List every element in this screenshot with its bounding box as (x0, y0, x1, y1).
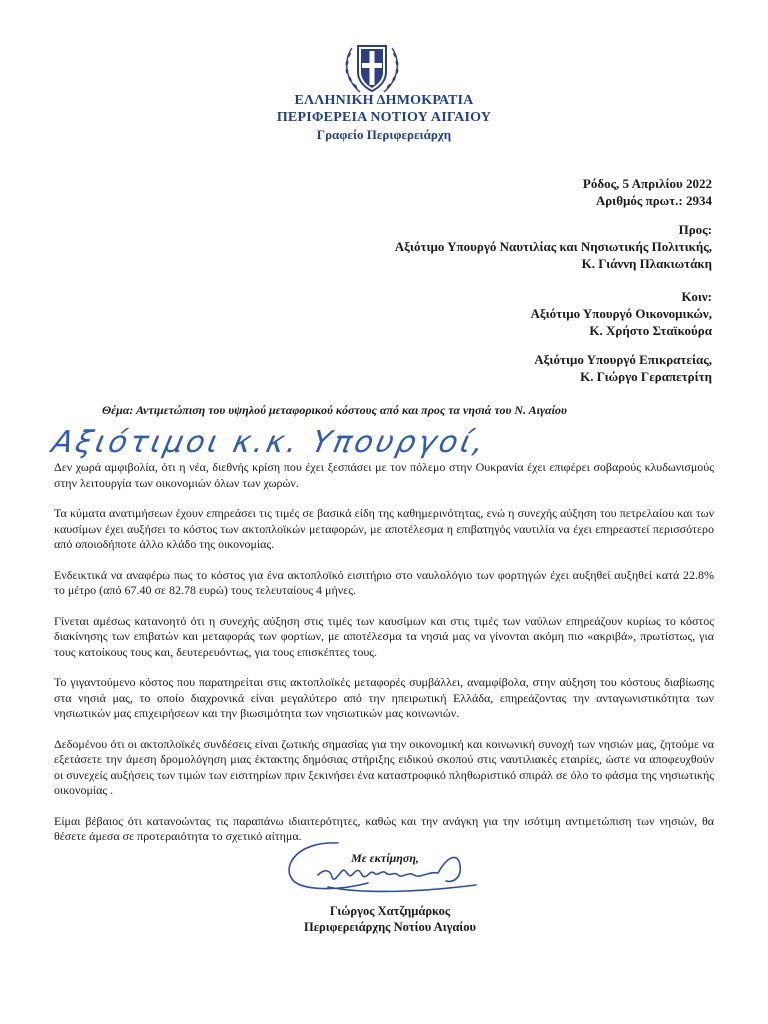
closing-phrase: Με εκτίμηση, (351, 851, 419, 865)
paragraph: Δεδομένου ότι οι ακτοπλοϊκές συνδέσεις είναι ζωτικής σημασίας για την οικονομική και κοινωνική συνοχή των νησιών μας, ζητούμε να εξετάσετε την άμεση δρομολόγηση μιας έκτακτης δημόσιας στήριξης ειδικού σκοπού στις ναυτιλιακές εταιρίες, ώστε να αποφευχθούν οι συνεχείς αυξήσεις των τιμών των εισιτηρίων πριν ξεκινήσει ένα καταστροφικό πληθωριστικό σπιράλ σε όλο το φάσμα της νησιωτικής οικονομίας . (54, 736, 714, 797)
signer-name: Γιώργος Χατζημάρκος (329, 904, 451, 918)
to-recipient-name: Κ. Γιάννη Πλακιωτάκη (581, 256, 712, 271)
handwritten-salutation (48, 416, 490, 466)
letter-body (54, 460, 714, 860)
protocol-number: Αριθμός πρωτ.: 2934 (595, 193, 712, 208)
cc-block (530, 288, 712, 339)
letterhead-office: Γραφείο Περιφερειάρχη (316, 127, 452, 142)
cc2-name: Κ. Γιώργο Γεραπετρίτη (580, 369, 712, 384)
cc-label: Κοιν: (681, 289, 712, 304)
recipient-block (395, 221, 712, 272)
subject-line: Θέμα: Αντιμετώπιση του υψηλού μεταφορικού κόστους από και προς τα νησιά του Ν. Αιγαίου (102, 403, 567, 417)
cc1-name: Κ. Χρήστο Σταϊκούρα (589, 323, 712, 338)
letterhead-region: ΠΕΡΙΦΕΡΕΙΑ ΝΟΤΙΟΥ ΑΙΓΑΙΟΥ (276, 110, 492, 125)
paragraph: Είμαι βέβαιος ότι κατανοώντας τις παραπάνω ιδιαιτερότητες, καθώς και την ανάγκη για την ισότιμη αντιμετώπιση των νησιών, θα θέσετε άμεσα σε προτεραιότητα το σχετικό αίτημα. (54, 813, 714, 843)
signer-title: Περιφερειάρχης Νοτίου Αιγαίου (303, 920, 477, 934)
cc-block-2 (534, 351, 712, 385)
salutation-text: Αξιότιμοι κ.κ. Υπουργοί, (48, 425, 490, 460)
cc1-title: Αξιότιμο Υπουργό Οικονομικών, (530, 306, 712, 321)
to-recipient-title: Αξιότιμο Υπουργό Ναυτιλίας και Νησιωτικής Πολιτικής, (394, 239, 712, 254)
cc2-title: Αξιότιμο Υπουργό Επικρατείας, (534, 352, 712, 367)
greek-coat-of-arms-icon (338, 38, 406, 100)
paragraph: Ενδεικτικά να αναφέρω πως το κόστος για ένα ακτοπλοϊκό εισιτήριο στο ναυλολόγιο των φορτηγών έχει αυξηθεί αυξηθεί κατά 22.8% το μέτρο (από 67.40 σε 82.78 ευρώ) τους τελευταίους 4 μήνες. (54, 567, 714, 597)
signer-block (260, 903, 520, 935)
letterhead-country: ΕΛΛΗΝΙΚΗ ΔΗΜΟΚΡΑΤΙΑ (294, 93, 474, 108)
signature-scribble (278, 835, 488, 905)
paragraph: Γίνεται αμέσως κατανοητό ότι η συνεχής αύξηση στις τιμές των καυσίμων και στις τιμές των ναύλων επηρεάζουν κυρίως το κόστος διακίνησης των επιβατών και μεταφοράς των φορτίων, με αποτέλεσμα τα νησιά μας να γίνονται ακόμη πιο «ακριβά», πρωτίστως, για τους κατοίκους τους και, δευτερευόντως, για τους επισκέπτες τους. (54, 613, 714, 659)
letterhead (0, 92, 768, 143)
paragraph: Το γιγαντούμενο κόστος που παρατηρείται στις ακτοπλοϊκές μεταφορές συμβάλλει, αναμφίβολα, στην αύξηση του κόστους διαβίωσης στα νησιά μας, το οποίο διαχρονικά είναι μεγαλύτερο από την ηπειρωτική Ελλάδα, επηρεάζοντας την ανταγωνιστικότητα των νησιωτικών μας επιχειρήσεων και την βιωσιμότητα των νησιωτικών μας κοινωνιών. (54, 675, 714, 720)
date-block (583, 175, 712, 209)
to-label: Προς: (678, 222, 712, 237)
paragraph: Τα κύματα ανατιμήσεων έχουν επηρεάσει τις τιμές σε βασικά είδη της καθημερινότητας, ενώ η συνεχής αύξηση του πετρελαίου και των καυσίμων έχει αυξήσει το κόστος των ακτοπλοϊκών μεταφορών, με αποτέλεσμα η επιβατηγός ναυτιλία να έχει επηρεαστεί περισσότερο από οποιοδήποτε άλλο κλάδο της οικονομίας. (54, 506, 714, 551)
paragraph: Δεν χωρά αμφιβολία, ότι η νέα, διεθνής κρίση που έχει ξεσπάσει με τον πόλεμο στην Ουκρανία έχει επιφέρει σοβαρούς κλυδωνισμούς στην λειτουργία των οικονομιών όλων των χωρών. (54, 460, 714, 490)
letter-date: Ρόδος, 5 Απριλίου 2022 (582, 176, 712, 191)
